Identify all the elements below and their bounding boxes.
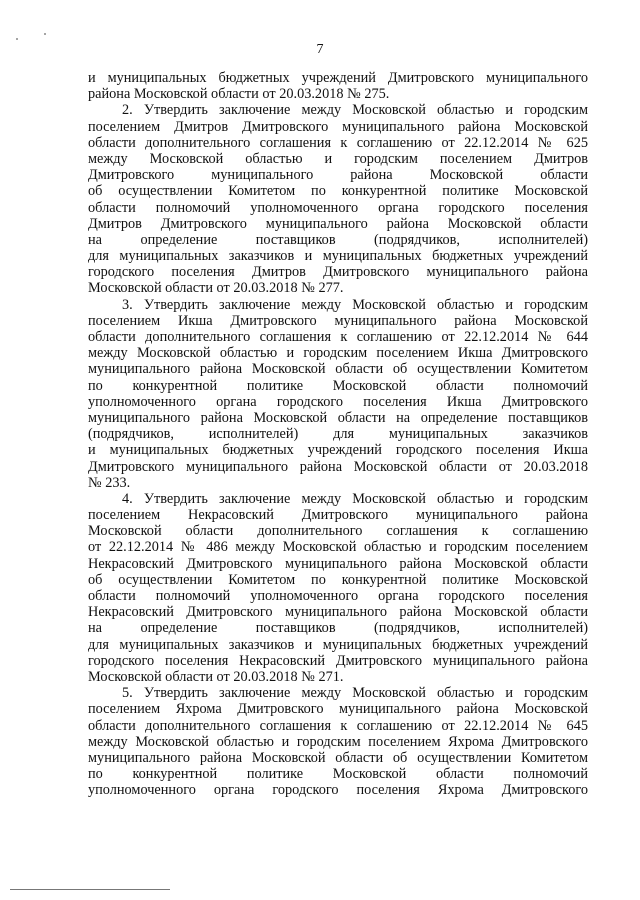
text-line: между Московской областью и городским поселением Дмитров	[88, 150, 588, 167]
text-line: Московской области дополнительного соглашения к соглашению	[88, 523, 588, 540]
text-line: Московской области от 20.03.2018 № 277.	[88, 280, 344, 297]
text-line: поселением Яхрома Дмитровского муниципального района Московской	[88, 701, 588, 718]
text-line: области дополнительного соглашения к соглашению от 22.12.2014 № 625	[88, 134, 588, 151]
text-line: поселением Икша Дмитровского муниципального района Московской	[88, 312, 588, 329]
text-line: 2. Утвердить заключение между Московской областью и городским	[122, 102, 588, 119]
text-line: поселением Некрасовский Дмитровского муниципального района	[88, 507, 588, 524]
text-line: поселением Дмитров Дмитровского муниципального района Московской	[88, 118, 588, 135]
text-line: по конкурентной политике Московской области полномочий	[88, 766, 588, 783]
text-line: уполномоченного органа городского поселения Яхрома Дмитровского	[88, 782, 588, 799]
text-line: Некрасовский Дмитровского муниципального района Московской области	[88, 604, 588, 621]
text-line: между Московской областью и городским поселением Яхрома Дмитровского	[88, 733, 588, 750]
text-line: области полномочий уполномоченного органа городского поселения	[88, 588, 588, 604]
text-line: 5. Утвердить заключение между Московской областью и городским	[122, 685, 588, 702]
text-line: и муниципальных бюджетных учреждений Дмитровского муниципального	[88, 70, 588, 86]
text-line: муниципального района Московской области на определение поставщиков	[88, 409, 588, 426]
text-line: об осуществлении Комитетом по конкурентной политике Московской	[88, 571, 588, 588]
scan-speck	[44, 33, 46, 35]
text-line: области дополнительного соглашения к соглашению от 22.12.2014 № 645	[88, 717, 588, 734]
text-line: области полномочий уполномоченного органа городского поселения	[88, 199, 588, 216]
text-line: 3. Утвердить заключение между Московской областью и городским	[122, 296, 588, 313]
text-line: на определение поставщиков (подрядчиков, исполнителей)	[88, 620, 588, 637]
text-line: городского поселения Дмитров Дмитровского муниципального района	[88, 264, 588, 281]
text-line: Дмитровского муниципального района Московской области от 20.03.2018	[88, 458, 588, 475]
text-line: муниципального района Московской области об осуществлении Комитетом	[88, 361, 588, 378]
text-line: района Московской области от 20.03.2018 № 275.	[88, 86, 390, 103]
text-line: об осуществлении Комитетом по конкурентной политике Московской	[88, 183, 588, 200]
text-line: Московской области от 20.03.2018 № 271.	[88, 668, 344, 685]
scan-edge-line	[10, 889, 170, 890]
text-line: городского поселения Некрасовский Дмитровского муниципального района	[88, 652, 588, 669]
text-line: на определение поставщиков (подрядчиков, исполнителей)	[88, 231, 588, 248]
text-line: от 22.12.2014 № 486 между Московской областью и городским поселением	[88, 539, 588, 556]
text-line: муниципального района Московской области об осуществлении Комитетом	[88, 749, 588, 766]
text-line: Дмитров Дмитровского муниципального района Московской области	[88, 215, 588, 232]
page-number: 7	[316, 42, 324, 57]
text-line: области дополнительного соглашения к соглашению от 22.12.2014 № 644	[88, 329, 588, 345]
text-line: Дмитровского муниципального района Московской области	[88, 167, 588, 184]
text-line: и муниципальных бюджетных учреждений городского поселения Икша	[88, 442, 588, 459]
text-line: № 233.	[88, 474, 131, 491]
text-line: между Московской областью и городским поселением Икша Дмитровского	[88, 345, 588, 362]
text-line: для муниципальных заказчиков и муниципальных бюджетных учреждений	[88, 248, 588, 265]
text-line: для муниципальных заказчиков и муниципальных бюджетных учреждений	[88, 636, 588, 653]
text-line: по конкурентной политике Московской области полномочий	[88, 377, 588, 394]
scan-speck	[16, 38, 18, 40]
text-line: Некрасовский Дмитровского муниципального района Московской области	[88, 555, 588, 572]
text-line: (подрядчиков, исполнителей) для муниципальных заказчиков	[88, 426, 588, 443]
text-line: 4. Утвердить заключение между Московской областью и городским	[122, 490, 588, 507]
text-line: уполномоченного органа городского поселения Икша Дмитровского	[88, 393, 588, 410]
document-body	[88, 70, 588, 798]
